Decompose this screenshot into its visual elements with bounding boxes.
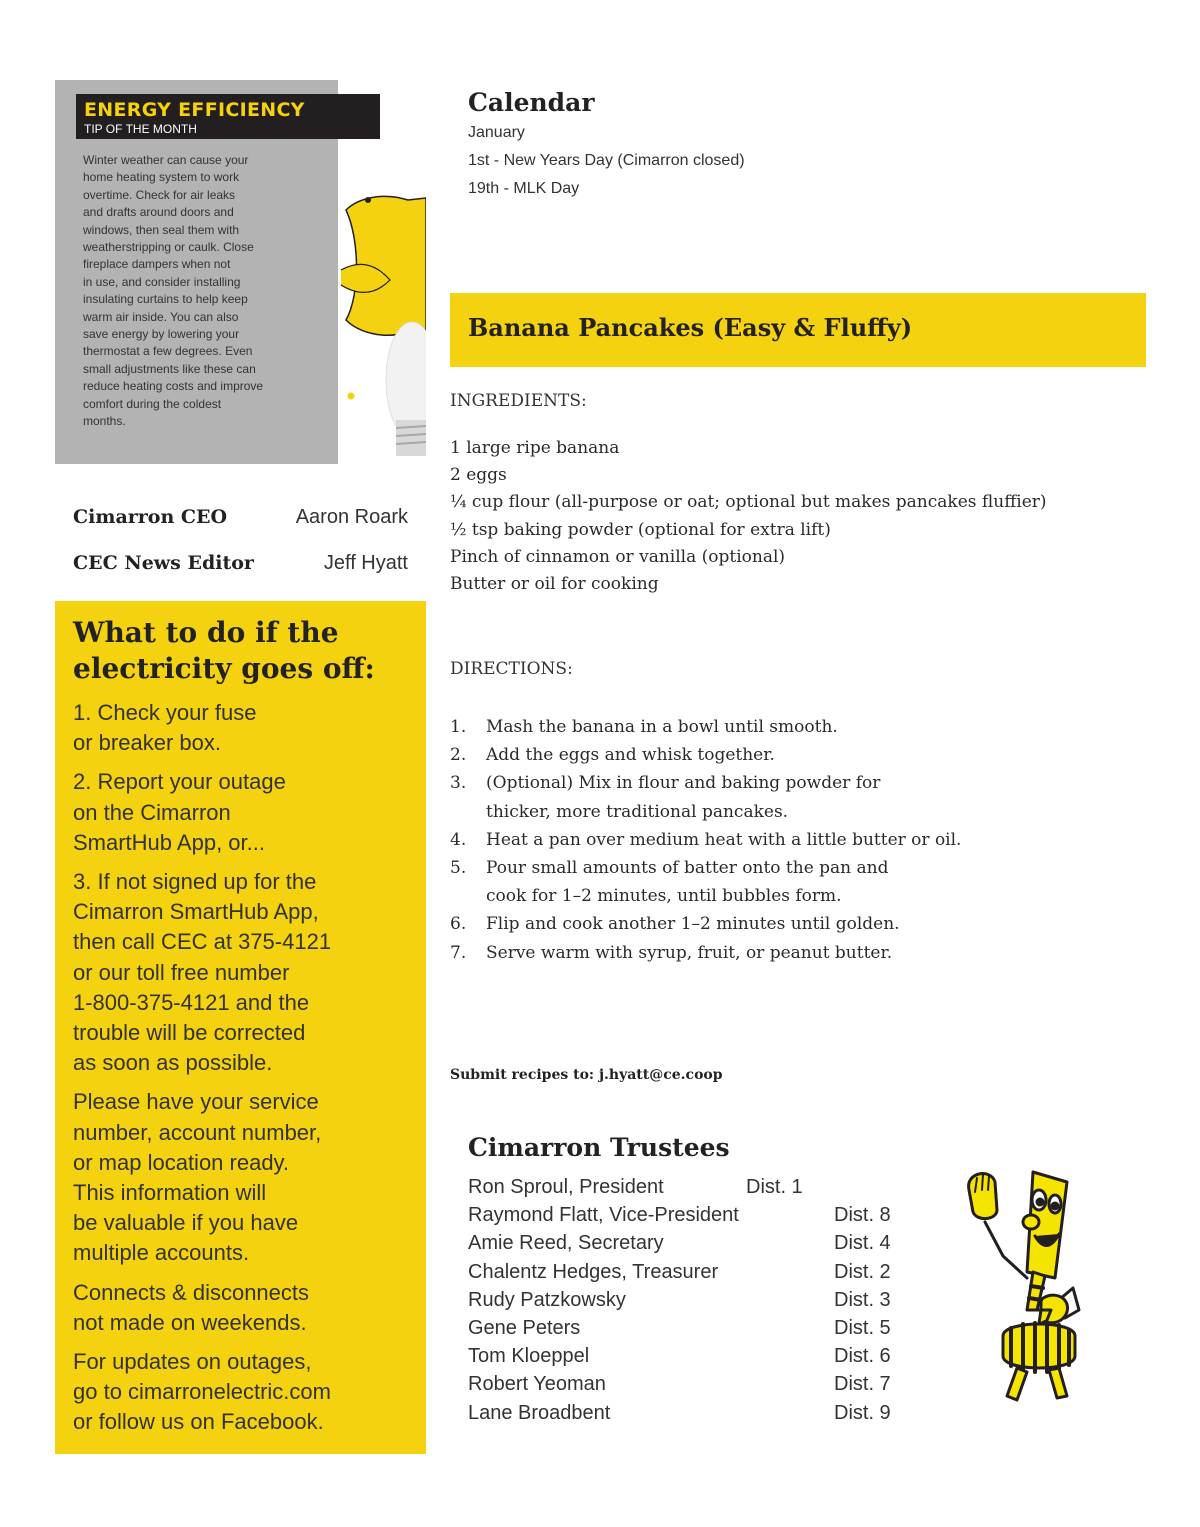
staff-name: Aaron Roark	[295, 506, 408, 528]
energy-tip-line: Winter weather can cause your	[83, 153, 249, 167]
step-number: 2.	[450, 745, 467, 766]
trustee-row	[468, 1317, 908, 1345]
outage-list	[73, 698, 418, 1447]
trustee-district: Dist. 4	[834, 1232, 891, 1255]
direction-step	[450, 713, 1070, 741]
energy-tip-title: ENERGY EFFICIENCY	[84, 99, 305, 121]
trustee-row	[468, 1402, 908, 1430]
outage-heading: What to do if the electricity goes off:	[73, 616, 375, 685]
step-number: 7.	[450, 942, 467, 963]
trustee-name: Tom Kloeppel	[468, 1345, 590, 1368]
direction-step	[450, 741, 1070, 769]
step-number: 6.	[450, 914, 467, 935]
outage-info-box	[55, 601, 426, 1454]
staff-role: Cimarron CEO	[73, 506, 228, 528]
trustee-district: Dist. 1	[746, 1176, 803, 1198]
submit-recipes-note: Submit recipes to: j.hyatt@ce.coop	[450, 1067, 723, 1083]
energy-tip-subtitle: TIP OF THE MONTH	[84, 122, 197, 136]
reddy-kilowatt-mascot-icon	[955, 1160, 1095, 1405]
direction-step	[450, 910, 1070, 938]
recipe-banner	[450, 293, 1146, 367]
ingredients-list	[450, 435, 1150, 598]
step-text: Heat a pan over medium heat with a little butter or oil.	[486, 829, 962, 850]
trustee-row	[468, 1232, 908, 1260]
energy-tip-body	[83, 152, 283, 431]
step-number: 4.	[450, 829, 467, 850]
trustee-row	[468, 1345, 908, 1373]
direction-step	[450, 769, 1070, 825]
trustee-name: Gene Peters	[468, 1317, 581, 1339]
lightbulb-icon	[338, 80, 426, 464]
trustee-district: Dist. 8	[834, 1204, 891, 1227]
ingredient-item: ¼ cup flour (all-purpose or oat; optional but makes pancakes fluffier)	[450, 492, 1047, 513]
trustee-district: Dist. 5	[834, 1317, 891, 1339]
calendar-month: January	[468, 124, 525, 141]
trustee-name: Raymond Flatt, Vice-President	[468, 1204, 739, 1227]
ingredients-label: INGREDIENTS:	[450, 391, 587, 411]
step-number: 3.	[450, 773, 467, 794]
staff-row-editor	[73, 552, 408, 582]
step-text: Serve warm with syrup, fruit, or peanut butter.	[486, 942, 893, 963]
outage-item: For updates on outages, go to cimarronelectric.com or follow us on Facebook.	[73, 1349, 331, 1435]
energy-tip-header	[76, 94, 380, 139]
energy-tip-line: home heating system to work	[83, 170, 240, 185]
step-number: 5.	[450, 858, 467, 879]
step-number: 1.	[450, 717, 467, 737]
outage-item: Connects & disconnects not made on weekends.	[73, 1279, 310, 1335]
step-text: (Optional) Mix in flour and baking powder for thicker, more traditional pancakes.	[486, 773, 881, 822]
energy-tip-box	[55, 80, 426, 464]
energy-tip-line: small adjustments like these can	[83, 361, 256, 376]
energy-tip-line: and drafts around doors and	[83, 205, 234, 220]
energy-tip-line: reduce heating costs and improve	[83, 379, 264, 394]
directions-label: DIRECTIONS:	[450, 659, 573, 679]
staff-role: CEC News Editor	[73, 552, 254, 574]
energy-tip-line: save energy by lowering your	[83, 327, 240, 342]
energy-tip-line: comfort during the coldest	[83, 396, 222, 411]
step-text: Add the eggs and whisk together.	[486, 745, 775, 766]
trustee-district: Dist. 2	[834, 1260, 891, 1283]
trustee-name: Chalentz Hedges, Treasurer	[468, 1260, 719, 1283]
direction-step	[450, 939, 1070, 967]
direction-step	[450, 826, 1070, 854]
trustee-district: Dist. 9	[834, 1401, 891, 1424]
step-text: Mash the banana in a bowl until smooth.	[486, 717, 838, 737]
staff-row-ceo	[73, 506, 408, 536]
energy-tip-line: insulating curtains to help keep	[83, 292, 248, 307]
trustee-name: Rudy Patzkowsky	[468, 1288, 626, 1311]
outage-item: Please have your service number, account number, or map location ready. This information will be valuable if you have multiple accounts.	[73, 1089, 322, 1266]
ingredient-item: 2 eggs	[450, 465, 507, 486]
trustee-name: Robert Yeoman	[468, 1373, 606, 1396]
energy-tip-line: months.	[83, 414, 126, 429]
ingredient-item: 1 large ripe banana	[450, 438, 620, 458]
energy-tip-line: overtime. Check for air leaks	[83, 187, 236, 202]
directions-list	[450, 713, 1070, 967]
energy-tip-line: weatherstripping or caulk. Close	[83, 240, 254, 255]
staff-name: Jeff Hyatt	[323, 552, 408, 574]
calendar-event: 1st - New Years Day (Cimarron closed)	[468, 152, 745, 169]
trustee-row	[468, 1176, 908, 1204]
ingredient-item: ½ tsp baking powder (optional for extra lift)	[450, 519, 831, 540]
trustee-row	[468, 1289, 908, 1317]
step-text: Pour small amounts of batter onto the pan and cook for 1–2 minutes, until bubbles form.	[486, 858, 889, 907]
trustee-district: Dist. 6	[834, 1345, 891, 1368]
trustee-row	[468, 1261, 908, 1289]
outage-item: 3. If not signed up for the Cimarron SmartHub App, then call CEC at 375-4121 or our toll free number 1-800-375-4121 and the trouble will be corrected as soon as possible.	[73, 869, 332, 1076]
energy-tip-line: thermostat a few degrees. Even	[83, 344, 253, 359]
trustees-title: Cimarron Trustees	[468, 1133, 730, 1162]
trustee-district: Dist. 3	[834, 1288, 891, 1311]
trustee-name: Amie Reed, Secretary	[468, 1232, 664, 1255]
trustee-name: Ron Sproul, President	[468, 1176, 664, 1198]
direction-step	[450, 854, 1070, 910]
ingredient-item: Pinch of cinnamon or vanilla (optional)	[450, 546, 786, 567]
ingredient-item: Butter or oil for cooking	[450, 574, 659, 595]
trustee-name: Lane Broadbent	[468, 1401, 611, 1424]
energy-tip-line: warm air inside. You can also	[83, 309, 239, 324]
energy-tip-line: windows, then seal them with	[83, 222, 240, 237]
recipe-title: Banana Pancakes (Easy & Fluffy)	[468, 313, 913, 342]
step-text: Flip and cook another 1–2 minutes until golden.	[486, 914, 900, 935]
calendar-event: 19th - MLK Day	[468, 180, 580, 197]
energy-tip-line: fireplace dampers when not	[83, 257, 231, 272]
calendar-title: Calendar	[468, 88, 595, 117]
trustee-row	[468, 1373, 908, 1401]
trustee-district: Dist. 7	[834, 1373, 891, 1396]
outage-item: 1. Check your fuse or breaker box.	[73, 700, 257, 756]
energy-tip-line: in use, and consider installing	[83, 274, 241, 289]
trustee-row	[468, 1204, 908, 1232]
outage-item: 2. Report your outage on the Cimarron SmartHub App, or...	[73, 769, 286, 855]
